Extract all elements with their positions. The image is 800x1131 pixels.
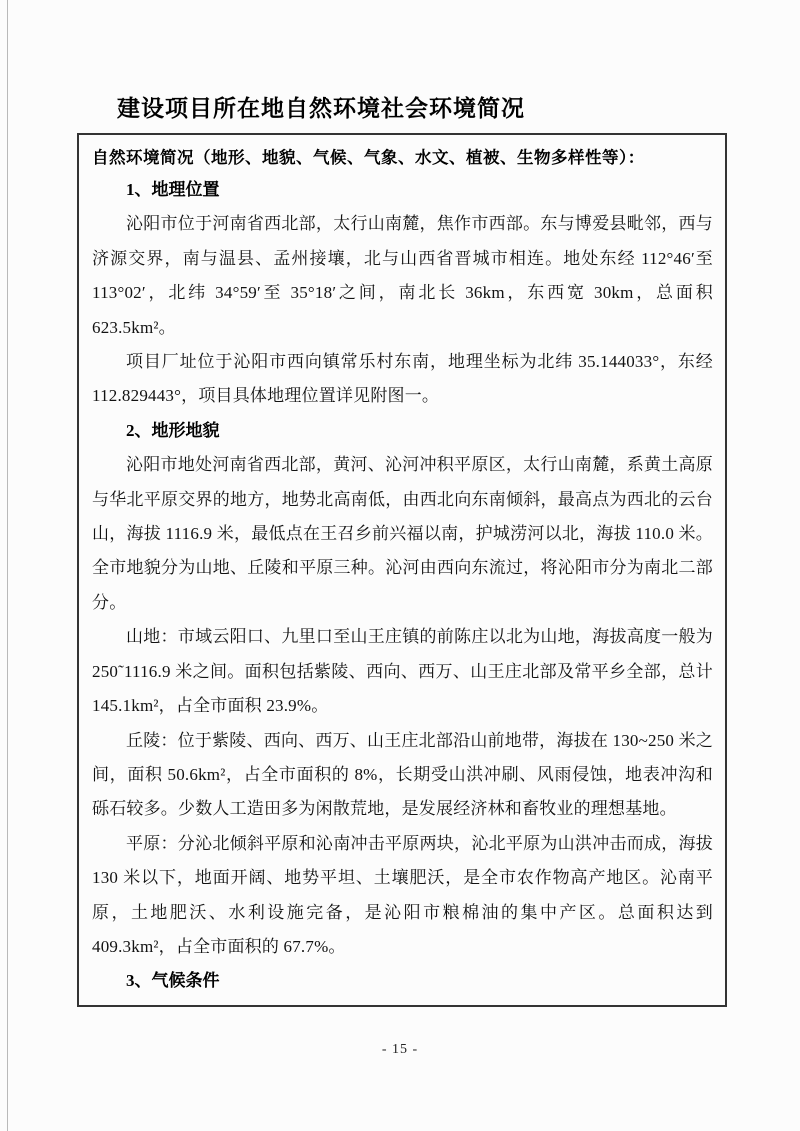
subsection-heading-terrain-landform: 2、地形地貌 [126,420,220,440]
page-number: - 15 - [381,1042,419,1057]
paragraph: 沁阳市地处河南省西北部，黄河、沁河冲积平原区，太行山南麓，系黄土高原与华北平原交界的地方，地势北高南低，由西北向东南倾斜，最高点为西北的云台山，海拔 1116.9 米，最低点在王召乡前兴福以南，护城涝河以北，海拔 110.0 米。全市地貌分为山地、丘陵和平原三种。沁河由西向东流过，将沁阳市分为南北二部分。 [92,455,713,612]
paragraph: 沁阳市位于河南省西北部，太行山南麓，焦作市西部。东与博爱县毗邻，西与济源交界，南与温县、孟州接壤，北与山西省晋城市相连。地处东经 112°46′至 113°02′，北纬 34°59′至 35°18′之间，南北长 36km，东西宽 30km，总面积 623.5km²。 [92,214,713,337]
section-climate-conditions [92,964,713,1007]
paragraph [92,999,713,1007]
box-header-natural-environment: 自然环境简况（地形、地貌、气候、气象、水文、植被、生物多样性等）： [92,149,645,167]
paragraph-hills: 丘陵：位于紫陵、西向、西万、山王庄北部沿山前地带，海拔在 130~250 米之间，面积 50.6km²，占全市面积的 8%，长期受山洪冲刷、风雨侵蚀，地表冲沟和砾石较多。少数人工造田多为闲散荒地，是发展经济林和畜牧业的理想基地。 [92,730,713,819]
subsection-heading-geographic-location: 1、地理位置 [126,180,220,199]
scan-edge-line [7,0,8,1131]
document-title: 建设项目所在地自然环境社会环境简况 [117,95,525,121]
environment-summary-box [77,133,727,1007]
paragraph: 项目厂址位于沁阳市西向镇常乐村东南，地理坐标为北纬 35.144033°，东经 112.829443°，项目具体地理位置详见附图一。 [92,352,713,406]
section-geographic-location [92,173,713,414]
paragraph-mountain: 山地：市域云阳口、九里口至山王庄镇的前陈庄以北为山地，海拔高度一般为 250˜1116.9 米之间。面积包括紫陵、西向、西万、山王庄北部及常平乡全部，总计 145.1km²，占全市面积 23.9%。 [92,627,713,716]
section-terrain-landform [92,414,713,965]
subsection-heading-climate-conditions: 3、气候条件 [126,971,220,991]
paragraph-plain: 平原：分沁北倾斜平原和沁南冲击平原两块，沁北平原为山洪冲击而成，海拔 130 米以下，地面开阔、地势平坦、土壤肥沃，是全市农作物高产地区。沁南平原，土地肥沃、水利设施完备，是沁阳市粮棉油的集中产区。总面积达到 409.3km²，占全市面积的 67.7%。 [92,833,713,956]
